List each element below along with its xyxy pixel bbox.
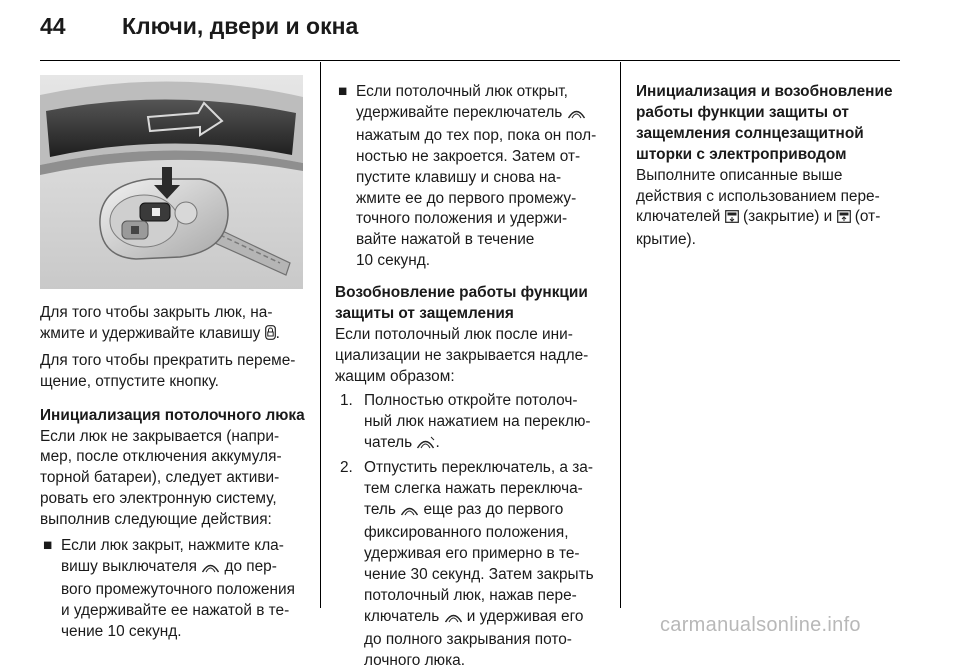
page-number: 44 (40, 13, 66, 39)
header-rule (40, 60, 900, 61)
watermark: carmanualsonline.info (660, 614, 861, 636)
key-fob-illustration (40, 75, 303, 289)
section-heading: Инициализация и возобновление работы функции защиты от защемления солнцезащитной шторки с электроприводом (636, 83, 893, 163)
key-lock-icon (265, 325, 276, 347)
column-3 (636, 82, 904, 251)
paragraph: Выполните описанные выше действия с использованием пере- ключателей (закрытие) и (от- крытие). (636, 166, 881, 249)
paragraph: Для того чтобы закрыть люк, на- жмите и удерживайте клавишу . (40, 303, 308, 347)
column-2 (335, 82, 611, 671)
sunroof-open-switch-icon (416, 435, 435, 456)
sunshade-open-icon (837, 209, 851, 230)
page-header (40, 13, 358, 40)
bullet-item: ■ Если потолочный люк открыт, удерживайте переключатель нажатым до тех пор, пока он пол- ностью не закроется. Затем от- пустите клавишу и снова на- жмите ее до первого промежу- точного положения и удержи- вайте нажатой в течение 10 секунд. (338, 83, 597, 270)
numbered-step: 2. Отпустить переключатель, а за- тем слегка нажать переключа- тель еще раз до первого фиксированного положения, удерживая его примерно в те- чение 30 секунд. Затем закрыть потолочный люк, нажав пере- ключатель и удерживая его до полного закрывания пото- лочного люка. (340, 459, 594, 669)
paragraph: Для того чтобы прекратить переме- щение, отпустите кнопку. (40, 351, 296, 390)
sunroof-switch-icon (400, 502, 419, 523)
column-1 (40, 303, 308, 643)
section-heading: Инициализация потолочного люка (40, 406, 305, 424)
step-number: 2. (340, 459, 353, 477)
sunroof-switch-icon (567, 105, 586, 126)
bullet-marker: ■ (338, 83, 348, 100)
numbered-step: 1. Полностью откройте потолоч- ный люк нажатием на переклю- чатель . (335, 391, 611, 456)
paragraph: Если потолочный люк после ини- циализации не закрывается надле- жащим образом: (335, 325, 589, 385)
sunshade-close-icon (725, 209, 739, 230)
step-number: 1. (340, 391, 353, 409)
bullet-marker: ■ (43, 537, 53, 555)
sunroof-switch-icon (444, 609, 463, 630)
chapter-title: Ключи, двери и окна (122, 13, 359, 39)
section-heading: Возобновление работы функции защиты от защемления (335, 284, 588, 323)
paragraph: Если люк не закрывается (напри- мер, после отключения аккумуля- торной батареи), следует активи- ровать его электронную систему, выполнив следующие действия: (40, 427, 282, 529)
column-divider (620, 62, 621, 608)
bullet-item: ■ Если люк закрыт, нажмите кла- вишу выключателя до пер- вого промежуточного положения и удерживайте ее нажатой в те- чение 10 секунд. (43, 537, 295, 640)
sunroof-switch-icon (201, 559, 220, 580)
column-divider (320, 62, 321, 608)
